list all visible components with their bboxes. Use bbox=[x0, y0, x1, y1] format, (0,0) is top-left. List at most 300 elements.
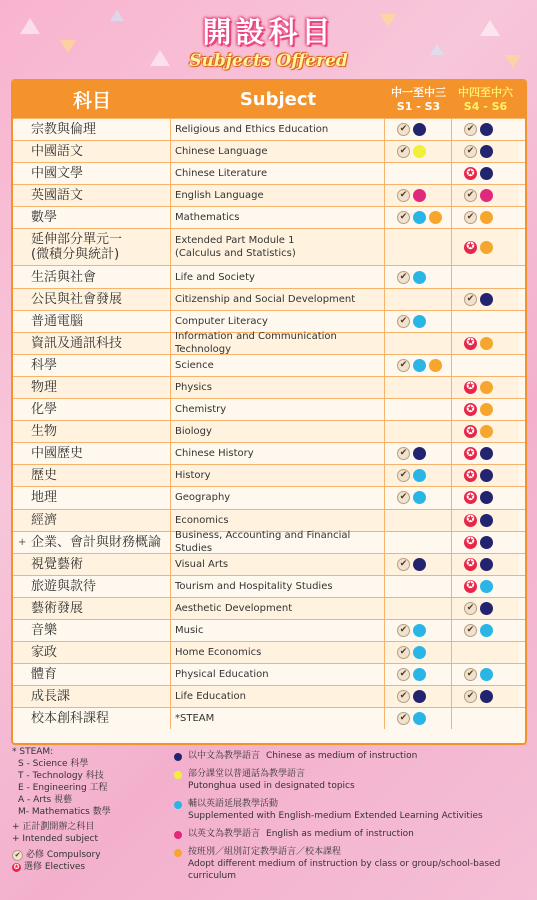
subject-zh bbox=[13, 355, 171, 376]
elective-star-icon: ✪ bbox=[464, 167, 477, 180]
compulsory-check-icon: ✔ bbox=[464, 668, 477, 681]
subject-en-text: Chinese Literature bbox=[175, 168, 268, 180]
subject-zh-text: 化學 bbox=[31, 402, 58, 418]
subject-en bbox=[171, 642, 385, 663]
cyan-medium-dot bbox=[480, 624, 493, 637]
subject-zh bbox=[13, 333, 171, 354]
cyan-medium-dot bbox=[413, 491, 426, 504]
table-row bbox=[13, 118, 525, 140]
table-row bbox=[13, 310, 525, 332]
s4-s6-cell bbox=[452, 487, 519, 508]
subject-zh-text: 生物 bbox=[31, 424, 58, 440]
subject-zh bbox=[13, 207, 171, 228]
subject-en bbox=[171, 686, 385, 707]
cyan-medium-dot bbox=[413, 668, 426, 681]
table-row bbox=[13, 707, 525, 729]
compulsory-check-icon: ✔ bbox=[464, 189, 477, 202]
subject-zh-text: 校本創科課程 bbox=[31, 711, 110, 727]
header-s1-s3 bbox=[385, 86, 452, 114]
subject-zh-text: 歷史 bbox=[31, 468, 58, 484]
navy-medium-dot bbox=[480, 690, 493, 703]
table-row bbox=[13, 162, 525, 184]
table-row bbox=[13, 509, 525, 531]
compulsory-check-icon: ✔ bbox=[464, 123, 477, 136]
s1-s3-cell bbox=[385, 620, 452, 641]
subject-zh bbox=[13, 532, 171, 553]
compulsory-check-icon: ✔ bbox=[464, 690, 477, 703]
steam-item: M- Mathematics 數學 bbox=[18, 807, 111, 817]
subject-en bbox=[171, 119, 385, 140]
s1-s3-cell bbox=[385, 377, 452, 398]
steam-item: E - Engineering 工程 bbox=[18, 783, 108, 793]
subject-zh-text: 中國文學 bbox=[31, 166, 84, 182]
legend-text-zh: 部分課堂以普通話為教學語言 bbox=[188, 769, 306, 779]
table-row bbox=[13, 553, 525, 575]
s4-s6-cell bbox=[452, 185, 519, 206]
subject-en bbox=[171, 141, 385, 162]
cyan-medium-dot bbox=[413, 315, 426, 328]
cyan-medium-dot bbox=[413, 271, 426, 284]
steam-item: T - Technology 科技 bbox=[18, 771, 104, 781]
s1-s3-cell bbox=[385, 708, 452, 729]
subject-zh bbox=[13, 377, 171, 398]
subject-zh-text: 生活與社會 bbox=[31, 269, 97, 285]
navy-medium-dot bbox=[480, 293, 493, 306]
s4-s6-cell bbox=[452, 311, 519, 332]
subject-zh-text: 英國語文 bbox=[31, 188, 84, 204]
compulsory-check-icon: ✔ bbox=[397, 469, 410, 482]
subject-en bbox=[171, 554, 385, 575]
s4-s6-cell bbox=[452, 377, 519, 398]
subject-en bbox=[171, 185, 385, 206]
legend-text-zh: 輔以英語延展教學活動 bbox=[188, 799, 279, 809]
s1-s3-cell bbox=[385, 487, 452, 508]
s1-s3-cell bbox=[385, 465, 452, 486]
navy-medium-dot bbox=[480, 536, 493, 549]
s1-s3-cell bbox=[385, 399, 452, 420]
compulsory-check-icon: ✔ bbox=[397, 315, 410, 328]
subject-en bbox=[171, 510, 385, 531]
legend-text bbox=[188, 768, 355, 792]
steam-title: * STEAM: bbox=[12, 747, 54, 757]
s1-s3-cell bbox=[385, 576, 452, 597]
compulsory-key bbox=[12, 849, 162, 861]
subject-en-text: Computer Literacy bbox=[175, 315, 268, 327]
compulsory-check-icon: ✔ bbox=[397, 491, 410, 504]
legend-text-zh: 以英文為教學語言 bbox=[188, 829, 261, 839]
subject-en-text: Chemistry bbox=[175, 404, 227, 416]
subject-zh-text: 藝術發展 bbox=[31, 600, 84, 616]
subject-en-text: History bbox=[175, 470, 211, 482]
subject-zh-text: 地理 bbox=[31, 490, 58, 506]
magenta-dot-icon bbox=[174, 831, 182, 839]
subject-zh bbox=[13, 554, 171, 575]
compulsory-check-icon: ✔ bbox=[397, 359, 410, 372]
elective-star-icon: ✪ bbox=[464, 425, 477, 438]
s4-s6-cell bbox=[452, 141, 519, 162]
subject-en-text: Chinese Language bbox=[175, 146, 268, 158]
s4-s6-cell bbox=[452, 289, 519, 310]
subject-en bbox=[171, 333, 385, 354]
subject-zh bbox=[13, 266, 171, 287]
subject-en bbox=[171, 664, 385, 685]
subject-en-text: Life and Society bbox=[175, 271, 255, 283]
s4-s6-cell bbox=[452, 620, 519, 641]
s4-s6-cell bbox=[452, 598, 519, 619]
steam-item: A - Arts 視藝 bbox=[18, 795, 73, 805]
plus-note-en: + Intended subject bbox=[12, 834, 98, 844]
s1-s3-cell bbox=[385, 421, 452, 442]
legend-text bbox=[188, 798, 483, 822]
compulsory-check-icon: ✔ bbox=[397, 712, 410, 725]
s4-s6-cell bbox=[452, 708, 519, 729]
subject-zh-text: 音樂 bbox=[31, 623, 58, 639]
subject-zh-text: 經濟 bbox=[31, 512, 58, 528]
subject-en bbox=[171, 229, 385, 265]
s4-s6-cell bbox=[452, 229, 519, 265]
s4-s6-cell bbox=[452, 163, 519, 184]
subject-en-text: Home Economics bbox=[175, 647, 262, 659]
header-s4-en: S4 - S6 bbox=[463, 99, 508, 113]
s4-s6-cell bbox=[452, 207, 519, 228]
elective-star-icon: ✪ bbox=[464, 447, 477, 460]
subject-en-text: Physics bbox=[175, 381, 212, 393]
compulsory-check-icon: ✔ bbox=[397, 211, 410, 224]
compulsory-check-icon: ✔ bbox=[397, 189, 410, 202]
cyan-medium-dot bbox=[413, 624, 426, 637]
table-row bbox=[13, 265, 525, 287]
orange-medium-dot bbox=[429, 359, 442, 372]
subject-zh bbox=[13, 686, 171, 707]
subject-zh-text: 旅遊與款待 bbox=[31, 578, 97, 594]
compulsory-label: 必修 Compulsory bbox=[26, 850, 101, 860]
subject-en bbox=[171, 598, 385, 619]
subject-en bbox=[171, 399, 385, 420]
s1-s3-cell bbox=[385, 532, 452, 553]
compulsory-check-icon: ✔ bbox=[397, 447, 410, 460]
steam-list bbox=[12, 758, 162, 818]
s4-s6-cell bbox=[452, 576, 519, 597]
compulsory-check-icon: ✔ bbox=[397, 690, 410, 703]
header-s1-en: S1 - S3 bbox=[396, 99, 441, 113]
subject-en bbox=[171, 289, 385, 310]
subjects-table bbox=[11, 79, 527, 745]
table-row bbox=[13, 464, 525, 486]
s1-s3-cell bbox=[385, 185, 452, 206]
subject-en bbox=[171, 207, 385, 228]
legend-text-en: English as medium of instruction bbox=[266, 829, 414, 839]
table-row bbox=[13, 486, 525, 508]
title-english: Subjects Offered bbox=[189, 51, 348, 71]
subject-en-text: Information and Communication Technology bbox=[175, 331, 337, 356]
header-s4-s6 bbox=[452, 86, 519, 114]
navy-dot-icon bbox=[174, 753, 182, 761]
subject-en bbox=[171, 487, 385, 508]
navy-medium-dot bbox=[480, 123, 493, 136]
subject-en bbox=[171, 443, 385, 464]
s4-s6-cell bbox=[452, 399, 519, 420]
s1-s3-cell bbox=[385, 510, 452, 531]
legend-text-en: Adopt different medium of instruction by class or group/school-based curriculum bbox=[188, 859, 501, 881]
subject-zh-text: 物理 bbox=[31, 379, 58, 395]
subject-en-text: Aesthetic Development bbox=[175, 602, 293, 614]
legend-item bbox=[174, 846, 534, 882]
subject-en-text: English Language bbox=[175, 190, 264, 202]
subject-zh bbox=[13, 443, 171, 464]
subject-zh bbox=[13, 576, 171, 597]
star-icon: ✪ bbox=[13, 863, 20, 871]
legend-text-zh: 以中文為教學語言 bbox=[188, 751, 261, 761]
compulsory-check-icon: ✔ bbox=[397, 271, 410, 284]
cyan-medium-dot bbox=[413, 359, 426, 372]
table-row bbox=[13, 398, 525, 420]
compulsory-check-icon: ✔ bbox=[397, 558, 410, 571]
orange-dot-icon bbox=[174, 849, 182, 857]
subject-en-text: Biology bbox=[175, 426, 212, 438]
s4-s6-cell bbox=[452, 686, 519, 707]
table-row bbox=[13, 531, 525, 553]
navy-medium-dot bbox=[413, 690, 426, 703]
s1-s3-cell bbox=[385, 289, 452, 310]
navy-medium-dot bbox=[480, 558, 493, 571]
orange-medium-dot bbox=[480, 211, 493, 224]
s1-s3-cell bbox=[385, 355, 452, 376]
steam-item: S - Science 科學 bbox=[18, 759, 89, 769]
navy-medium-dot bbox=[480, 167, 493, 180]
orange-medium-dot bbox=[429, 211, 442, 224]
legend-text bbox=[188, 828, 414, 840]
legend-colors bbox=[174, 750, 534, 888]
page-title bbox=[0, 10, 537, 71]
subject-zh-text: 中國歷史 bbox=[31, 446, 84, 462]
elective-star-icon: ✪ bbox=[464, 469, 477, 482]
subject-en-text: Life Education bbox=[175, 691, 246, 703]
subject-zh bbox=[13, 465, 171, 486]
subject-zh bbox=[13, 229, 171, 265]
subject-zh bbox=[13, 421, 171, 442]
s1-s3-cell bbox=[385, 686, 452, 707]
subject-zh bbox=[13, 141, 171, 162]
subject-en-text: Geography bbox=[175, 492, 231, 504]
subject-zh bbox=[13, 620, 171, 641]
subject-zh bbox=[13, 510, 171, 531]
electives-label: 選修 Electives bbox=[24, 862, 86, 872]
table-row bbox=[13, 184, 525, 206]
compulsory-check-icon: ✔ bbox=[397, 123, 410, 136]
title-chinese: 開設科目 bbox=[202, 15, 335, 49]
subject-zh-text: 資訊及通訊科技 bbox=[31, 335, 123, 351]
subject-zh-text: 家政 bbox=[31, 645, 58, 661]
subject-en-text: Business, Accounting and Financial Studies bbox=[175, 530, 351, 555]
s1-s3-cell bbox=[385, 311, 452, 332]
subject-en-text: Economics bbox=[175, 514, 229, 526]
navy-medium-dot bbox=[413, 123, 426, 136]
elective-star-icon: ✪ bbox=[464, 514, 477, 527]
subject-zh-text: 科學 bbox=[31, 357, 58, 373]
table-row bbox=[13, 332, 525, 354]
s4-s6-cell bbox=[452, 119, 519, 140]
cyan-medium-dot bbox=[413, 469, 426, 482]
table-row bbox=[13, 597, 525, 619]
navy-medium-dot bbox=[480, 447, 493, 460]
subject-en bbox=[171, 163, 385, 184]
table-row bbox=[13, 228, 525, 265]
elective-star-icon: ✪ bbox=[464, 241, 477, 254]
elective-star-icon: ✪ bbox=[464, 536, 477, 549]
s1-s3-cell bbox=[385, 598, 452, 619]
navy-medium-dot bbox=[480, 491, 493, 504]
subject-en-text: Tourism and Hospitality Studies bbox=[175, 580, 333, 592]
s4-s6-cell bbox=[452, 421, 519, 442]
subject-zh bbox=[13, 289, 171, 310]
s4-s6-cell bbox=[452, 465, 519, 486]
table-row bbox=[13, 442, 525, 464]
elective-star-icon: ✪ bbox=[464, 558, 477, 571]
legend-item bbox=[174, 828, 534, 840]
s1-s3-cell bbox=[385, 163, 452, 184]
s1-s3-cell bbox=[385, 554, 452, 575]
subject-en bbox=[171, 377, 385, 398]
s1-s3-cell bbox=[385, 266, 452, 287]
subject-zh-text: 視覺藝術 bbox=[31, 556, 84, 572]
subject-en bbox=[171, 355, 385, 376]
subject-zh bbox=[13, 598, 171, 619]
legend-item bbox=[174, 798, 534, 822]
cyan-medium-dot bbox=[413, 646, 426, 659]
legend-item bbox=[174, 768, 534, 792]
legend bbox=[0, 744, 537, 900]
compulsory-check-icon: ✔ bbox=[397, 668, 410, 681]
plus-note-zh: + 正計劃開辦之科目 bbox=[12, 822, 95, 832]
table-row bbox=[13, 140, 525, 162]
subject-zh-text: 體育 bbox=[31, 667, 58, 683]
subject-en-text: Mathematics bbox=[175, 212, 240, 224]
subject-zh bbox=[13, 642, 171, 663]
subject-zh bbox=[13, 708, 171, 729]
legend-text-en: Putonghua used in designated topics bbox=[188, 781, 355, 791]
compulsory-check-icon: ✔ bbox=[464, 211, 477, 224]
navy-medium-dot bbox=[480, 602, 493, 615]
subject-zh bbox=[13, 163, 171, 184]
subject-en-text: *STEAM bbox=[175, 713, 215, 725]
subject-en-text: Extended Part Module 1 (Calculus and Statistics) bbox=[175, 235, 296, 260]
s4-s6-cell bbox=[452, 266, 519, 287]
subject-zh-text: 企業、會計與財務概論 bbox=[31, 534, 162, 550]
elective-star-icon: ✪ bbox=[464, 337, 477, 350]
subject-en bbox=[171, 576, 385, 597]
legend-item bbox=[174, 750, 534, 762]
navy-medium-dot bbox=[480, 145, 493, 158]
subject-zh bbox=[13, 664, 171, 685]
subject-en-text: Science bbox=[175, 359, 214, 371]
subject-en-text: Chinese History bbox=[175, 448, 254, 460]
subject-zh bbox=[13, 185, 171, 206]
table-row bbox=[13, 376, 525, 398]
subject-zh bbox=[13, 487, 171, 508]
subject-zh-text: 數學 bbox=[31, 210, 58, 226]
s1-s3-cell bbox=[385, 333, 452, 354]
elective-star-icon: ✪ bbox=[464, 491, 477, 504]
subject-zh bbox=[13, 311, 171, 332]
electives-key bbox=[12, 861, 162, 873]
compulsory-check-icon: ✔ bbox=[397, 145, 410, 158]
navy-medium-dot bbox=[413, 558, 426, 571]
subject-zh-text: 中國語文 bbox=[31, 144, 84, 160]
s1-s3-cell bbox=[385, 141, 452, 162]
subject-en bbox=[171, 708, 385, 729]
yellow-medium-dot bbox=[413, 145, 426, 158]
compulsory-check-icon: ✔ bbox=[464, 624, 477, 637]
cyan-medium-dot bbox=[413, 211, 426, 224]
subject-en bbox=[171, 620, 385, 641]
s4-s6-cell bbox=[452, 443, 519, 464]
magenta-medium-dot bbox=[413, 189, 426, 202]
intended-marker: + bbox=[18, 536, 27, 548]
subject-zh-text: 宗教與倫理 bbox=[31, 122, 97, 138]
table-row bbox=[13, 619, 525, 641]
subject-en-text: Visual Arts bbox=[175, 558, 229, 570]
header-subject-en: Subject bbox=[239, 89, 317, 110]
table-row bbox=[13, 206, 525, 228]
subject-zh bbox=[13, 119, 171, 140]
subject-en bbox=[171, 311, 385, 332]
navy-medium-dot bbox=[413, 447, 426, 460]
compulsory-check-icon: ✔ bbox=[464, 602, 477, 615]
table-row bbox=[13, 663, 525, 685]
table-body bbox=[13, 118, 525, 729]
s4-s6-cell bbox=[452, 510, 519, 531]
subject-zh-text: 普通電腦 bbox=[31, 313, 84, 329]
compulsory-check-icon: ✔ bbox=[464, 145, 477, 158]
elective-star-icon: ✪ bbox=[464, 403, 477, 416]
orange-medium-dot bbox=[480, 403, 493, 416]
elective-star-icon: ✪ bbox=[464, 580, 477, 593]
subject-en bbox=[171, 465, 385, 486]
orange-medium-dot bbox=[480, 337, 493, 350]
orange-medium-dot bbox=[480, 241, 493, 254]
elective-star-icon: ✪ bbox=[464, 381, 477, 394]
navy-medium-dot bbox=[480, 469, 493, 482]
subject-en-text: Music bbox=[175, 625, 204, 637]
magenta-medium-dot bbox=[480, 189, 493, 202]
compulsory-check-icon: ✔ bbox=[397, 624, 410, 637]
subject-zh-text: 成長課 bbox=[31, 689, 71, 705]
subject-en-text: Citizenship and Social Development bbox=[175, 293, 356, 305]
header-s1-zh: 中一至中三 bbox=[391, 85, 446, 99]
header-subject-zh: 科目 bbox=[72, 90, 111, 112]
check-icon: ✔ bbox=[12, 850, 23, 861]
s4-s6-cell bbox=[452, 664, 519, 685]
legend-steam bbox=[12, 746, 162, 873]
legend-text-en: Chinese as medium of instruction bbox=[266, 751, 418, 761]
legend-text-en: Supplemented with English-medium Extended Learning Activities bbox=[188, 811, 483, 821]
subject-zh-text: 公民與社會發展 bbox=[31, 291, 123, 307]
s4-s6-cell bbox=[452, 532, 519, 553]
legend-text-zh: 按班別／組別訂定教學語言／校本課程 bbox=[188, 847, 342, 857]
s1-s3-cell bbox=[385, 664, 452, 685]
subject-zh bbox=[13, 399, 171, 420]
s4-s6-cell bbox=[452, 642, 519, 663]
subject-en bbox=[171, 421, 385, 442]
s1-s3-cell bbox=[385, 119, 452, 140]
s1-s3-cell bbox=[385, 207, 452, 228]
legend-text bbox=[188, 750, 417, 762]
subject-en bbox=[171, 266, 385, 287]
subject-en bbox=[171, 532, 385, 553]
s1-s3-cell bbox=[385, 443, 452, 464]
cyan-medium-dot bbox=[413, 712, 426, 725]
compulsory-check-icon: ✔ bbox=[464, 293, 477, 306]
